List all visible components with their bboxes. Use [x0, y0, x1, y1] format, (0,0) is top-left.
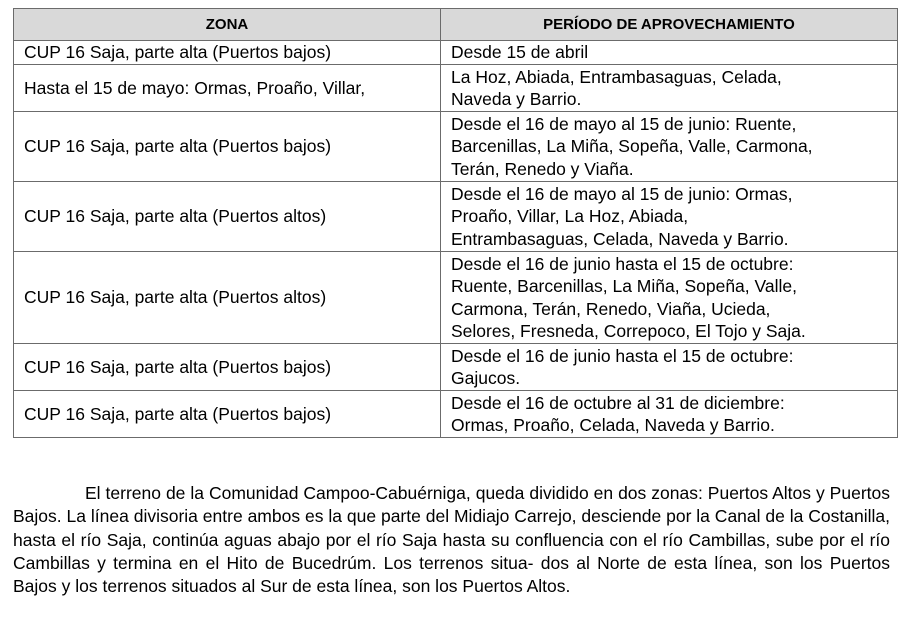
periodo-cell: Desde el 16 de mayo al 15 de junio: Ruente, Barcenillas, La Miña, Sopeña, Valle, Carmona, Terán, Renedo y Viaña.	[441, 112, 898, 182]
zona-cell: Hasta el 15 de mayo: Ormas, Proaño, Villar,	[14, 65, 441, 112]
zona-cell: CUP 16 Saja, parte alta (Puertos bajos)	[14, 344, 441, 391]
table-row	[14, 112, 898, 182]
periodo-cell: Desde 15 de abril	[441, 41, 898, 65]
zona-periodo-table	[13, 8, 898, 438]
zona-cell: CUP 16 Saja, parte alta (Puertos bajos)	[14, 41, 441, 65]
periodo-cell: Desde el 16 de junio hasta el 15 de octubre: Gajucos.	[441, 344, 898, 391]
table-row	[14, 182, 898, 252]
zona-cell: CUP 16 Saja, parte alta (Puertos bajos)	[14, 391, 441, 438]
periodo-cell: Desde el 16 de junio hasta el 15 de octubre: Ruente, Barcenillas, La Miña, Sopeña, Valle, Carmona, Terán, Renedo, Viaña, Ucieda, Selores, Fresneda, Correpoco, El Tojo y Saja.	[441, 252, 898, 344]
table-row	[14, 391, 898, 438]
periodo-cell: Desde el 16 de octubre al 31 de diciembre: Ormas, Proaño, Celada, Naveda y Barrio.	[441, 391, 898, 438]
table-row	[14, 41, 898, 65]
periodo-cell: La Hoz, Abiada, Entrambasaguas, Celada, Naveda y Barrio.	[441, 65, 898, 112]
body-paragraph: El terreno de la Comunidad Campoo-Cabuérniga, queda dividido en dos zonas: Puertos Altos y Puertos Bajos. La línea divisoria entre ambos es la que parte del Midiajo Carrejo, desciende por la Canal de la Costanilla, hasta el río Saja, continúa aguas abajo por el río Saja hasta su confluencia con el río Cambillas, sube por el río Cambillas y termina en el Hito de Bucedrúm. Los terrenos situa- dos al Norte de esta línea, son los Puertos Bajos y los terrenos situados al Sur de esta línea, son los Puertos Altos.	[13, 483, 890, 597]
zona-cell: CUP 16 Saja, parte alta (Puertos altos)	[14, 182, 441, 252]
periodo-cell: Desde el 16 de mayo al 15 de junio: Ormas, Proaño, Villar, La Hoz, Abiada, Entrambasaguas, Celada, Naveda y Barrio.	[441, 182, 898, 252]
header-zona: ZONA	[14, 9, 441, 41]
zona-cell: CUP 16 Saja, parte alta (Puertos altos)	[14, 252, 441, 344]
header-periodo: PERÍODO DE APROVECHAMIENTO	[441, 9, 898, 41]
table-row	[14, 344, 898, 391]
table-header-row	[14, 9, 898, 41]
table-row	[14, 252, 898, 344]
zona-cell: CUP 16 Saja, parte alta (Puertos bajos)	[14, 112, 441, 182]
table-row	[14, 65, 898, 112]
